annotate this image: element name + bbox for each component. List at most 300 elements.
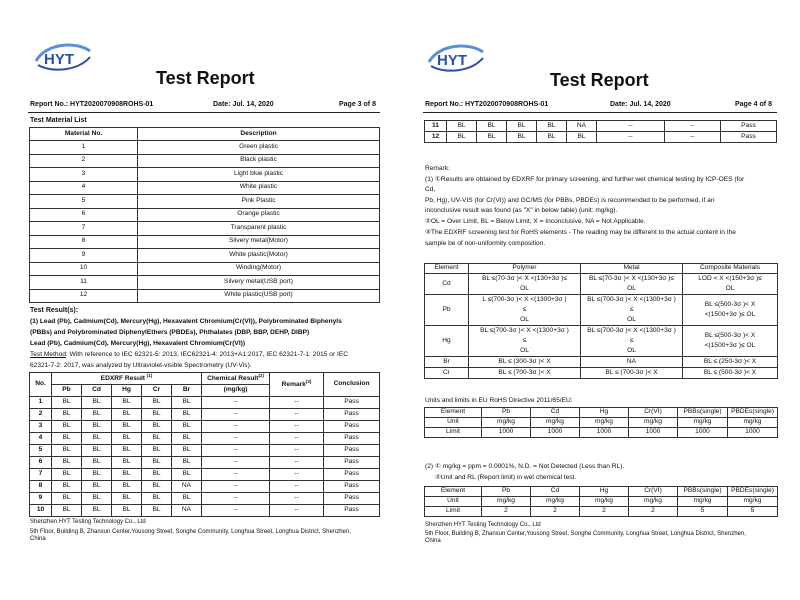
table-cell: 1000 [629, 428, 678, 438]
chemical-result-cell: -- [597, 132, 665, 143]
table-cell: mg/kg [580, 497, 629, 507]
chemical-result-cell: -- [202, 505, 270, 517]
test-method-text: : With reference to IEC 62321-5: 2013, IEC62321-4: 2013+A1:2017, IEC 62321-7-1: 2015 or IEC [65, 351, 348, 358]
limit-line: BL ≤(500-3σ )< X [704, 301, 756, 308]
results-table-continued [424, 120, 777, 143]
material-list-title: Test Material List [30, 117, 87, 124]
chemical-result-cell: -- [202, 421, 270, 433]
hg-header: Hg [112, 385, 142, 397]
conclusion-cell: Pass [721, 132, 777, 143]
limit-line: BL ≤ (700-3σ )< X [498, 369, 551, 376]
hg-cell: BL [112, 421, 142, 433]
cd-cell: BL [82, 445, 112, 457]
table-row [30, 262, 380, 276]
hg-cell: BL [112, 505, 142, 517]
column-header: Hg [580, 487, 629, 497]
footer-address: 5th Floor, Building B, Zhanxun Center,Yousong Street, Songhe Community, Longhua Street, Longhua District, Shenzhen, [425, 531, 746, 537]
hg-cell: BL [112, 481, 142, 493]
cr-cell: BL [142, 481, 172, 493]
table-row [425, 274, 778, 295]
cd-cell: BL [82, 397, 112, 409]
table-cell: 5 [678, 507, 728, 517]
cd-cell: BL [82, 433, 112, 445]
table-row [30, 235, 380, 249]
column-header: Cd [531, 487, 580, 497]
cd-cell: BL [477, 121, 507, 132]
table-cell: mg/kg [482, 418, 531, 428]
metal-limit-cell [581, 274, 683, 295]
remark-cell: -- [270, 397, 324, 409]
remark-cell: -- [270, 445, 324, 457]
br-cell: BL [172, 397, 202, 409]
cr-cell: BL [142, 409, 172, 421]
chemical-unit-header: (mg/kg) [202, 385, 270, 397]
no-cell: 7 [30, 469, 52, 481]
conclusion-cell: Pass [324, 493, 380, 505]
table-row [30, 481, 380, 493]
table-cell: 2 [629, 507, 678, 517]
composite-header: Composite Materials [683, 264, 778, 274]
no-cell: 12 [425, 132, 447, 143]
material-number-cell: 4 [30, 181, 138, 195]
remark-1-line-2: Cd, [425, 186, 436, 193]
report-date: Date: Jul. 14, 2020 [213, 101, 274, 108]
table-cell: mg/kg [728, 497, 778, 507]
table-cell: mg/kg [728, 418, 778, 428]
no-cell: 1 [30, 397, 52, 409]
column-header: PBDEs(single) [728, 487, 778, 497]
cd-cell: BL [82, 421, 112, 433]
no-cell: 2 [30, 409, 52, 421]
limit-line: OL [520, 316, 529, 323]
composite-limit-cell [683, 357, 778, 368]
table-cell: 2 [531, 507, 580, 517]
cd-cell: BL [82, 469, 112, 481]
limit-line: BL ≤ (500-3σ )< X [703, 369, 757, 376]
table-cell: mg/kg [678, 497, 728, 507]
material-description-cell: Pink Plastic [138, 195, 380, 209]
remark-cell: -- [665, 121, 721, 132]
table-row [30, 208, 380, 222]
svg-text:HYT: HYT [44, 51, 74, 68]
table-cell: Unit [425, 497, 482, 507]
chemical-result-cell: -- [202, 397, 270, 409]
element-cell: Hg [425, 326, 469, 357]
edxrf-header: EDXRF Result $^{(1)}$ [52, 373, 202, 385]
table-cell: mg/kg [531, 418, 580, 428]
table-cell: 1000 [482, 428, 531, 438]
column-header: PBDEs(single) [728, 408, 778, 418]
limit-line: BL ≤(70-3σ )< X <(130+3σ )≤ [482, 275, 567, 282]
conclusion-cell: Pass [324, 409, 380, 421]
pb-cell: BL [447, 132, 477, 143]
polymer-limit-cell [469, 368, 581, 379]
br-cell: BL [172, 409, 202, 421]
table-cell: mg/kg [629, 497, 678, 507]
test-method-line-2: 62321-7-2: 2017, was analyzed by Ultraviolet-visible Spectrometry (UV-Vis). [30, 362, 252, 369]
table-cell: Limit [425, 507, 482, 517]
material-number-cell: 2 [30, 154, 138, 168]
br-cell: BL [172, 493, 202, 505]
report-title: Test Report [550, 70, 649, 90]
hyt-logo [32, 39, 94, 75]
note-2-line-2: ②Unit and RL (Report limit) in wet chemical test. [435, 474, 577, 481]
table-row [425, 326, 778, 357]
no-cell: 11 [425, 121, 447, 132]
limit-line: OL [520, 285, 529, 292]
table-cell: 1000 [728, 428, 778, 438]
conclusion-cell: Pass [324, 457, 380, 469]
metal-limit-cell [581, 357, 683, 368]
hg-cell: BL [112, 409, 142, 421]
polymer-limit-cell [469, 357, 581, 368]
cr-cell: BL [142, 433, 172, 445]
chemical-result-cell: -- [202, 445, 270, 457]
results-description-2: (PBBs) and Polybrominated DiphenylEthers (PBDEs), Phthalates (DBP, BBP, DEHP, DIBP) [30, 329, 310, 336]
table-cell: mg/kg [678, 418, 728, 428]
chemical-result-cell: -- [202, 409, 270, 421]
composite-limit-cell [683, 295, 778, 326]
footer-address: 5th Floor, Building B, Zhanxun Center,Yousong Street, Songhe Community, Longhua Street, Longhua District, Shenzhen, [30, 529, 351, 535]
no-cell: 3 [30, 421, 52, 433]
table-row [30, 181, 380, 195]
footer-country: China [425, 538, 441, 544]
table-cell: 2 [580, 507, 629, 517]
footer-company: Shenzhen HYT Testing Technology Co., Ltd [425, 522, 541, 528]
pb-cell: BL [52, 397, 82, 409]
remark-1-line-3: Pb, Hg), UV-VIS (for Cr(VI)) and GC/MS (for PBBs, PBDEs) is recommended to be performed, if an [425, 197, 715, 204]
limit-line: ≤ [629, 306, 634, 313]
conclusion-cell: Pass [324, 505, 380, 517]
material-no-header: Material No. [30, 128, 138, 141]
remark-cell: -- [270, 505, 324, 517]
table-cell: 5 [728, 507, 778, 517]
report-page-3 [0, 0, 392, 600]
table-row [30, 289, 380, 303]
limit-line: OL [627, 316, 636, 323]
br-header: Br [172, 385, 202, 397]
table-row [30, 433, 380, 445]
polymer-header: Polymer [469, 264, 581, 274]
metal-limit-cell [581, 326, 683, 357]
limit-line: BL ≤(700-3σ )< X <(1300+3σ ) [480, 327, 569, 334]
table-row [30, 249, 380, 263]
cd-cell: BL [82, 493, 112, 505]
limit-line: <(1500+3σ )≤ OL [704, 311, 756, 318]
conclusion-cell: Pass [324, 445, 380, 457]
hg-cell: BL [112, 445, 142, 457]
br-cell: NA [172, 505, 202, 517]
material-number-cell: 10 [30, 262, 138, 276]
cd-cell: BL [82, 481, 112, 493]
hg-cell: BL [112, 469, 142, 481]
no-cell: 4 [30, 433, 52, 445]
pb-cell: BL [52, 421, 82, 433]
report-date: Date: Jul. 14, 2020 [610, 101, 671, 108]
hg-cell: BL [112, 493, 142, 505]
material-number-cell: 12 [30, 289, 138, 303]
br-cell: BL [567, 132, 597, 143]
footer-company: Shenzhen HYT Testing Technology Co., Ltd [30, 519, 146, 525]
column-header: Pb [482, 408, 531, 418]
chemical-result-cell: -- [202, 469, 270, 481]
table-row [425, 295, 778, 326]
remark-2: ②OL = Over Limit, BL = Below Limit, X = Inconclusive, NA = Not Applicable. [425, 218, 646, 225]
element-cell: Cr [425, 368, 469, 379]
no-cell: 9 [30, 493, 52, 505]
table-row [30, 397, 380, 409]
table-row [425, 357, 778, 368]
material-number-cell: 8 [30, 235, 138, 249]
material-number-cell: 9 [30, 249, 138, 263]
conclusion-cell: Pass [324, 433, 380, 445]
no-header: No. [30, 373, 52, 397]
limit-line: OL [520, 347, 529, 354]
material-description-cell: Silvery metal(USB port) [138, 276, 380, 290]
remark-cell: -- [270, 493, 324, 505]
limit-line: BL ≤ (700-3σ )< X [605, 369, 658, 376]
limit-line: NA [626, 358, 637, 365]
cr-cell: BL [142, 445, 172, 457]
rohs-limits-table [424, 407, 778, 438]
no-cell: 10 [30, 505, 52, 517]
results-description-1: (1) Lead (Pb), Cadmium(Cd), Mercury(Hg), Hexavalent Chromium(Cr(VI)), Polybrominated Biphenyls [30, 318, 342, 325]
conclusion-cell: Pass [721, 121, 777, 132]
table-cell: 1000 [531, 428, 580, 438]
header-rule [423, 112, 777, 113]
cd-cell: BL [82, 409, 112, 421]
report-page-4 [408, 0, 800, 600]
material-description-cell: Winding(Motor) [138, 262, 380, 276]
remark-title: Remark: [425, 165, 450, 172]
limit-line: L ≤(700-3σ )< X <(1300+3σ ) [482, 296, 567, 303]
remark-cell: -- [270, 433, 324, 445]
br-cell: BL [172, 445, 202, 457]
hg-cell: BL [507, 121, 537, 132]
polymer-limit-cell [469, 326, 581, 357]
material-description-cell: Silvery metal(Motor) [138, 235, 380, 249]
material-number-cell: 7 [30, 222, 138, 236]
metal-limit-cell [581, 295, 683, 326]
hg-cell: BL [112, 457, 142, 469]
cr-header: Cr [142, 385, 172, 397]
remark-3-line-1: ③The EDXRF screening test for RoHS elements - The reading may be different to the actual content in the [425, 229, 736, 236]
limit-line: BL ≤ (300-3σ )< X [498, 358, 551, 365]
conclusion-cell: Pass [324, 397, 380, 409]
material-description-cell: White plastic(USB port) [138, 289, 380, 303]
element-cell: Br [425, 357, 469, 368]
material-table [29, 127, 380, 303]
table-row [30, 154, 380, 168]
limit-line: ≤ [522, 337, 527, 344]
table-row [30, 493, 380, 505]
br-cell: BL [172, 457, 202, 469]
test-method-label: Test Method [30, 351, 66, 358]
cd-cell: BL [477, 132, 507, 143]
metal-limit-cell [581, 368, 683, 379]
pb-cell: BL [52, 409, 82, 421]
cr-cell: BL [142, 421, 172, 433]
results-description-3: Lead (Pb), Cadmium(Cd), Mercury(Hg), Hexavalent Chromium(Cr(VI)) [30, 340, 246, 347]
chemical-result-cell: -- [202, 433, 270, 445]
report-number: Report No.: HYT2020070908ROHS-01 [425, 101, 549, 108]
br-cell: BL [172, 433, 202, 445]
table-row [30, 421, 380, 433]
limit-line: BL ≤(500-3σ )< X [704, 332, 756, 339]
results-table [29, 372, 380, 517]
table-cell: Unit [425, 418, 482, 428]
no-cell: 5 [30, 445, 52, 457]
table-cell: 1000 [580, 428, 629, 438]
cr-cell: BL [537, 121, 567, 132]
composite-limit-cell [683, 326, 778, 357]
pb-cell: BL [52, 433, 82, 445]
cr-cell: BL [537, 132, 567, 143]
limit-line: BL ≤(700-3σ )< X <(1300+3σ ) [587, 327, 676, 334]
pb-cell: BL [447, 121, 477, 132]
limit-line: <(1500+3σ )≤ OL [704, 342, 756, 349]
header-rule [28, 112, 380, 113]
table-cell: 1000 [678, 428, 728, 438]
limit-line: ≤ [522, 306, 527, 313]
cr-cell: BL [142, 469, 172, 481]
table-cell: mg/kg [482, 497, 531, 507]
table-row [30, 222, 380, 236]
table-row [30, 168, 380, 182]
pb-cell: BL [52, 445, 82, 457]
table-cell: Limit [425, 428, 482, 438]
page-number: Page 4 of 8 [735, 101, 772, 108]
cr-cell: BL [142, 505, 172, 517]
conclusion-cell: Pass [324, 469, 380, 481]
column-header: PBBs(single) [678, 408, 728, 418]
conclusion-cell: Pass [324, 421, 380, 433]
material-description-cell: White plastic [138, 181, 380, 195]
table-row [30, 469, 380, 481]
column-header: Hg [580, 408, 629, 418]
metal-header: Metal [581, 264, 683, 274]
material-description-cell: Orange plastic [138, 208, 380, 222]
test-results-title: Test Result(s): [30, 307, 79, 314]
chemical-result-cell: -- [202, 493, 270, 505]
report-title: Test Report [156, 68, 255, 88]
table-row [425, 368, 778, 379]
br-cell: NA [567, 121, 597, 132]
note-2-line-1: (2) ① mg/kg = ppm = 0.0001%, N.D. = Not Detected (Less than RL). [425, 463, 625, 470]
material-number-cell: 11 [30, 276, 138, 290]
hyt-logo [425, 40, 487, 76]
column-header: PBBs(single) [678, 487, 728, 497]
limits-title: Units and limits in EU RoHS Directive 2011/65/EU: [425, 397, 573, 404]
table-row [30, 141, 380, 155]
chemical-result-cell: -- [202, 457, 270, 469]
limit-line: BL ≤(700-3σ )< X <(1300+3σ ) [587, 296, 676, 303]
footer-country: China [30, 536, 46, 542]
hg-cell: BL [507, 132, 537, 143]
table-row [30, 276, 380, 290]
element-cell: Cd [425, 274, 469, 295]
br-cell: NA [172, 481, 202, 493]
conclusion-cell: Pass [324, 481, 380, 493]
cd-cell: BL [82, 457, 112, 469]
column-header: Element [425, 408, 482, 418]
cr-cell: BL [142, 457, 172, 469]
table-row [30, 505, 380, 517]
no-cell: 8 [30, 481, 52, 493]
pb-cell: BL [52, 457, 82, 469]
limit-line: ≤ [629, 337, 634, 344]
material-description-cell: White plastic(Motor) [138, 249, 380, 263]
svg-text:HYT: HYT [437, 52, 467, 69]
no-cell: 6 [30, 457, 52, 469]
remark-cell: -- [270, 409, 324, 421]
remark-3-line-2: sample be of non-uniformity composition. [425, 240, 546, 247]
material-number-cell: 5 [30, 195, 138, 209]
table-row [425, 132, 777, 143]
table-row [425, 418, 778, 428]
table-row [30, 457, 380, 469]
limit-line: OL [627, 285, 636, 292]
hg-cell: BL [112, 397, 142, 409]
chemical-result-cell: -- [597, 121, 665, 132]
limit-line: OL [725, 285, 735, 292]
limit-line: BL ≤ (250-3σ )< X [703, 358, 757, 365]
table-row [425, 497, 778, 507]
limit-line: OL [627, 347, 636, 354]
cd-header: Cd [82, 385, 112, 397]
table-row [425, 507, 778, 517]
screening-limits-table [424, 263, 778, 379]
composite-limit-cell [683, 274, 778, 295]
material-number-cell: 1 [30, 141, 138, 155]
remark-cell: -- [270, 469, 324, 481]
element-cell: Pb [425, 295, 469, 326]
chemical-result-header: Chemical Result$^{(2)}$ [202, 373, 270, 385]
br-cell: BL [172, 421, 202, 433]
limit-line: LOD < X <(150+3σ )≤ [698, 275, 762, 282]
material-number-cell: 6 [30, 208, 138, 222]
conclusion-header: Conclusion [324, 373, 380, 397]
column-header: Pb [482, 487, 531, 497]
pb-cell: BL [52, 481, 82, 493]
remark-1-line-4: inconclusive result was found (as "X" in below table) (unit: mg/kg). [425, 207, 618, 214]
table-cell: 2 [482, 507, 531, 517]
description-header: Description [138, 128, 380, 141]
remark-cell: -- [270, 421, 324, 433]
cd-cell: BL [82, 505, 112, 517]
report-limit-table [424, 486, 778, 517]
material-number-cell: 3 [30, 168, 138, 182]
table-row [425, 121, 777, 132]
pb-cell: BL [52, 505, 82, 517]
column-header: Cr(VI) [629, 408, 678, 418]
remark-cell: -- [270, 457, 324, 469]
cr-cell: BL [142, 397, 172, 409]
polymer-limit-cell [469, 274, 581, 295]
remark-cell: -- [270, 481, 324, 493]
composite-limit-cell [683, 368, 778, 379]
pb-cell: BL [52, 469, 82, 481]
material-description-cell: Light blue plastic [138, 168, 380, 182]
br-cell: BL [172, 469, 202, 481]
column-header: Element [425, 487, 482, 497]
remark-header: Remark$^{(3)}$ [270, 373, 324, 397]
table-row [425, 428, 778, 438]
limit-line: BL ≤(70-3σ )< X <(130+3σ )≤ [589, 275, 674, 282]
table-row [30, 409, 380, 421]
pb-cell: BL [52, 493, 82, 505]
material-description-cell: Transparent plastic [138, 222, 380, 236]
